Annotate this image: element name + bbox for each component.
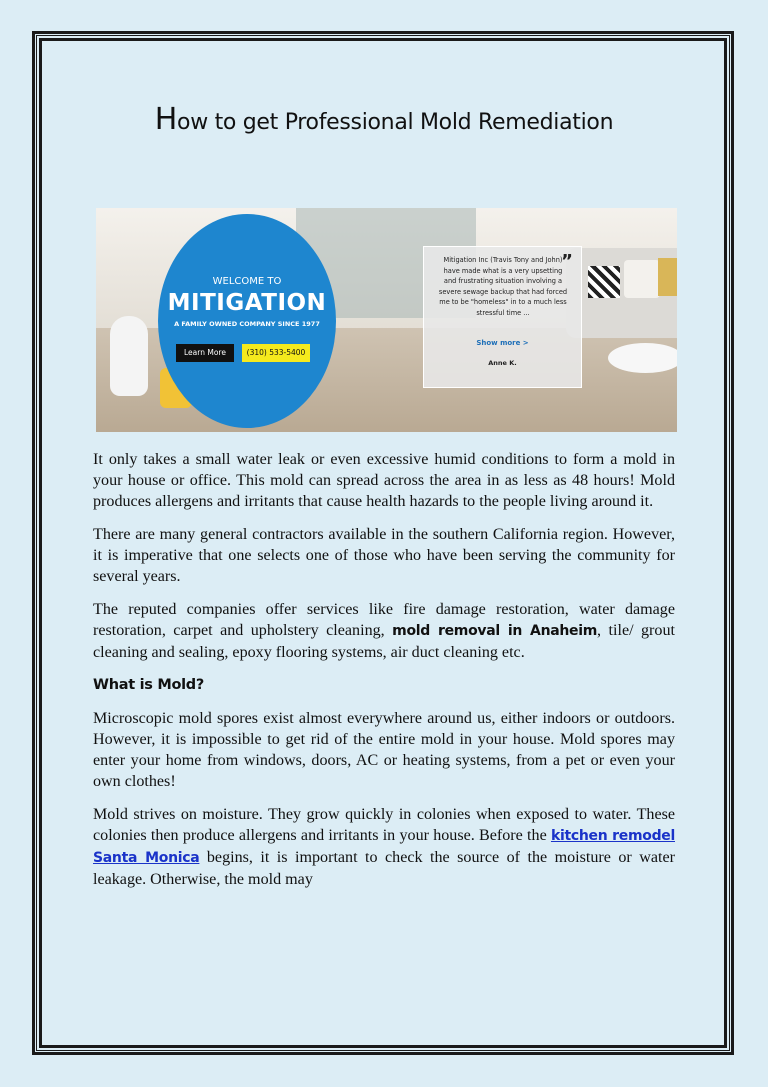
hero-pillow-white xyxy=(624,260,660,298)
mold-removal-highlight: mold removal in Anaheim xyxy=(392,623,598,639)
paragraph-1: It only takes a small water leak or even excessive humid conditions to form a mold in your house or office. This mold can spread across the area in as less as 48 hours! Mold produces allergens and irritants that cause health hazards to the people living around it. xyxy=(93,451,675,510)
phone-button: (310) 533-5400 xyxy=(242,344,310,362)
welcome-badge xyxy=(158,214,336,428)
hero-pillow-checkered xyxy=(588,266,620,298)
paragraph-5-end: begins, it is important to check the source of the moisture or water leakage. Otherwise, the mold may xyxy=(93,849,675,888)
badge-welcome: WELCOME TO xyxy=(212,276,282,287)
paragraph-4: Microscopic mold spores exist almost everywhere around us, either indoors or outdoors. However, it is impossible to get rid of the entire mold in your house. Mold spores may enter your home from windows, doors, AC or heating systems, from a pet or even your own clothes! xyxy=(93,710,675,790)
paragraph-3 xyxy=(93,599,675,663)
paragraph-3-end: , tile/ grout cleaning and sealing, epoxy flooring systems, air duct cleaning etc. xyxy=(93,622,675,661)
quote-mark-icon: ” xyxy=(561,251,573,272)
badge-brand: MITIGATION xyxy=(167,290,327,316)
title-text: ow to get Professional Mold Remediation xyxy=(177,110,614,135)
article-body xyxy=(93,449,675,902)
page-title xyxy=(0,102,768,137)
testimonial-card xyxy=(423,246,582,388)
show-more-link: Show more > xyxy=(476,339,529,347)
hero-vase xyxy=(110,316,148,396)
badge-tagline: A FAMILY OWNED COMPANY SINCE 1977 xyxy=(174,320,320,328)
hero-image xyxy=(96,208,677,432)
paragraph-5-start: Mold strives on moisture. They grow quickly in colonies when exposed to water. These colonies then produce allergens and irritants in your house. Before the xyxy=(93,806,675,844)
paragraph-5 xyxy=(93,804,675,890)
hero-pillow-yellow xyxy=(658,258,677,296)
learn-more-button: Learn More xyxy=(176,344,234,362)
section-heading: What is Mold? xyxy=(93,677,204,693)
paragraph-2: There are many general contractors available in the southern California region. However, it is imperative that one selects one of those who have been serving the community for several years. xyxy=(93,526,675,585)
paragraph-3-start: The reputed companies offer services like fire damage restoration, water damage restoration, carpet and upholstery cleaning, xyxy=(93,601,675,639)
kitchen-remodel-link[interactable]: kitchen remodel Santa Monica xyxy=(93,828,675,866)
title-initial: H xyxy=(154,102,178,137)
testimonial-text: Mitigation Inc (Travis Tony and John) have made what is a very upsetting and frustrating situation involving a severe sewage backup that had forced me to be "homeless" in to a much less stressful time ... xyxy=(438,256,568,317)
testimonial-author: Anne K. xyxy=(488,359,517,367)
hero-coffee-table xyxy=(608,343,677,373)
